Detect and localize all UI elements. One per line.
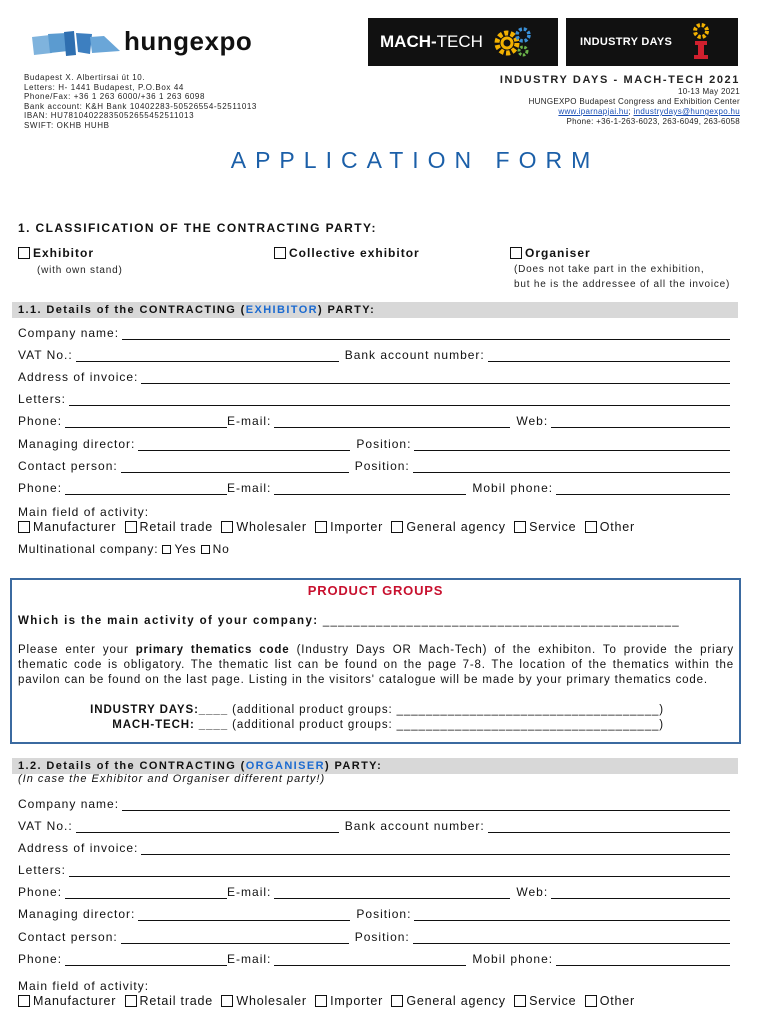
bar-text: ) PARTY: [324,760,383,772]
thematics-instructions [18,643,734,687]
activity-option-importer[interactable] [315,520,383,534]
position-field[interactable] [414,439,730,451]
address-line: Phone/Fax: +36 1 263 6000/+36 1 263 6098 [24,92,206,102]
service-checkbox[interactable] [514,521,526,533]
address-invoice-label: Address of invoice: [18,841,139,855]
activity-option-importer[interactable] [315,994,383,1008]
no-label: No [212,542,230,556]
organiser-note-line: but he is the addressee of all the invoice) [514,279,731,290]
vat-field[interactable] [76,350,339,362]
main-activity-question-text: Which is the main activity of your company: [18,615,319,627]
manufacturer-label: Manufacturer [33,520,117,534]
activity-option-other[interactable] [585,520,635,534]
position-field[interactable] [414,909,730,921]
phone-field[interactable] [65,887,227,899]
phone-label: Phone: [18,952,63,966]
organiser-section-bar [12,758,738,774]
manufacturer-checkbox[interactable] [18,521,30,533]
website-link[interactable]: www.iparnapjai.hu [558,107,629,116]
industry-days-logo-text: INDUSTRY DAYS [580,36,673,48]
email-field[interactable] [274,954,466,966]
company-name-label: Company name: [18,797,120,811]
phone-label: Phone: [18,885,63,899]
letters-label: Letters: [18,392,67,406]
additional-groups-field[interactable]: (additional product groups: ____________________________________) [228,719,665,731]
wholesaler-checkbox[interactable] [221,521,233,533]
org-director-row [18,905,730,921]
activity-options [18,994,639,1008]
managing-director-field[interactable] [138,909,350,921]
other-checkbox[interactable] [585,995,597,1007]
other-checkbox[interactable] [585,521,597,533]
organiser-note [514,262,730,292]
position-field[interactable] [413,932,730,944]
exh-phone-row [18,412,730,428]
activity-option-other[interactable] [585,994,635,1008]
collective-exhibitor-option[interactable] [274,246,420,260]
mach-tech-code-row [18,719,734,731]
organiser-label: Organiser [525,246,591,260]
address-invoice-field[interactable] [141,372,730,384]
general-agency-checkbox[interactable] [391,521,403,533]
exhibitor-section-bar [12,302,738,318]
multinational-yes-option[interactable] [162,542,196,556]
manufacturer-label: Manufacturer [33,994,117,1008]
classification-heading: 1. CLASSIFICATION OF THE CONTRACTING PARTY: [18,221,377,235]
organiser-option[interactable] [510,246,591,260]
mach-tech-logo [368,18,558,66]
manufacturer-checkbox[interactable] [18,995,30,1007]
importer-checkbox[interactable] [315,995,327,1007]
address-line: Letters: H- 1441 Budapest, P.O.Box 44 [24,82,184,92]
service-checkbox[interactable] [514,995,526,1007]
event-date: 10-13 May 2021 [677,87,740,96]
company-name-field[interactable] [122,799,730,811]
bank-account-field[interactable] [488,821,730,833]
multinational-row [18,542,230,556]
bar-text: 1.2. Details of the CONTRACTING ( [18,760,246,772]
instructions-text: (Industry Days OR Mach-Tech) of the exhibiton. To provide the priary thematic code is obligatory. The thematic list can be found on the page 7-8. The location of the thematics within the pavilon can be found on the last page. Listing in the visitors' catalogue will be made by your primary thematics code. [18,644,734,686]
org-address-row [18,839,730,855]
industry-days-code-label[interactable]: INDUSTRY DAYS:____ [90,704,228,716]
email-label: E-mail: [227,952,272,966]
retail-label: Retail trade [139,520,214,534]
bank-account-label: Bank account number: [344,819,485,833]
activity-option-manufacturer[interactable] [18,994,116,1008]
position-label: Position: [354,459,410,473]
activity-option-service[interactable] [514,520,576,534]
retail-label: Retail trade [139,994,214,1008]
activity-option-retail[interactable] [125,520,214,534]
email-label: E-mail: [227,481,272,495]
wholesaler-label: Wholesaler [236,520,307,534]
web-field[interactable] [551,416,730,428]
vat-field[interactable] [76,821,339,833]
activity-option-wholesaler[interactable] [221,994,307,1008]
yes-checkbox[interactable] [162,545,171,554]
exh-address-row [18,368,730,384]
collective-exhibitor-checkbox[interactable] [274,247,286,259]
general-agency-checkbox[interactable] [391,995,403,1007]
instructions-bold: primary thematics code [135,644,290,656]
wholesaler-checkbox[interactable] [221,995,233,1007]
no-checkbox[interactable] [201,545,210,554]
exhibitor-note: (with own stand) [37,265,123,276]
exh-director-row [18,435,730,451]
instructions-text: Please enter your [18,644,136,656]
org-letters-row [18,861,730,877]
industry-days-logo [566,18,738,66]
mobil-phone-field[interactable] [556,483,730,495]
address-invoice-label: Address of invoice: [18,370,139,384]
email-field[interactable] [274,416,510,428]
retail-checkbox[interactable] [125,995,137,1007]
company-name-field[interactable] [122,328,730,340]
industry-days-code-row [18,704,734,716]
multinational-no-option[interactable] [201,542,230,556]
product-groups-title: PRODUCT GROUPS [307,583,444,598]
managing-director-field[interactable] [138,439,350,451]
mach-tech-logo-main: MACH- [380,32,437,51]
hungexpo-address [24,73,257,131]
main-activity-field[interactable]: _______________________________________________ [318,615,680,627]
bar-highlight: EXHIBITOR [245,304,319,316]
phone-field[interactable] [65,416,227,428]
activity-option-service[interactable] [514,994,576,1008]
bank-account-field[interactable] [488,350,730,362]
position-label: Position: [354,930,410,944]
other-label: Other [599,520,635,534]
hungexpo-logo-text: hungexpo [124,26,253,56]
other-label: Other [599,994,635,1008]
activity-label: Main field of activity: [18,505,150,519]
org-contact-row [18,928,730,944]
activity-option-retail[interactable] [125,994,214,1008]
activity-option-general-agency[interactable] [391,520,505,534]
phone-field[interactable] [65,483,227,495]
org-phone2-row [18,950,730,966]
general-agency-label: General agency [406,520,506,534]
page-title: APPLICATION FORM [230,147,600,173]
general-agency-label: General agency [406,994,506,1008]
org-company-row [18,795,730,811]
service-label: Service [529,994,577,1008]
event-info [500,73,740,127]
event-title: INDUSTRY DAYS - MACH-TECH 2021 [499,74,740,86]
activity-option-manufacturer[interactable] [18,520,116,534]
company-name-label: Company name: [18,326,120,340]
org-vat-row [18,817,730,833]
email-label: E-mail: [227,885,272,899]
address-line: Bank account: K&H Bank 10402283-50526554-52511013 [24,101,257,111]
organiser-checkbox[interactable] [510,247,522,259]
exhibitor-checkbox[interactable] [18,247,30,259]
mach-tech-code-label[interactable]: MACH-TECH: ____ [112,719,228,731]
email-link[interactable]: industrydays@hungexpo.hu [633,107,740,116]
mobil-phone-label: Mobil phone: [472,481,554,495]
retail-checkbox[interactable] [125,521,137,533]
bank-account-label: Bank account number: [344,348,485,362]
position-field[interactable] [413,461,730,473]
exh-contact-row [18,457,730,473]
organiser-section-note: (In case the Exhibitor and Organiser different party!) [18,773,326,785]
address-line: Budapest X. Albertirsai út 10. [24,73,146,82]
mobil-phone-label: Mobil phone: [472,952,554,966]
web-field[interactable] [551,887,730,899]
web-label: Web: [516,885,549,899]
letters-field[interactable] [69,394,730,406]
event-phone: Phone: +36-1-263-6023, 263-6049, 263-6058 [566,117,740,126]
position-label: Position: [356,907,412,921]
activity-option-general-agency[interactable] [391,994,505,1008]
email-field[interactable] [274,887,510,899]
web-label: Web: [516,414,549,428]
industry-days-mark-icon [686,22,716,62]
importer-checkbox[interactable] [315,521,327,533]
contact-person-field[interactable] [121,461,349,473]
activity-option-wholesaler[interactable] [221,520,307,534]
additional-groups-field[interactable]: (additional product groups: ____________________________________) [228,704,665,716]
email-field[interactable] [274,483,466,495]
gears-icon [493,25,533,59]
exhibitor-option[interactable] [18,246,94,260]
main-activity-question [18,615,680,627]
managing-director-label: Managing director: [18,907,136,921]
link-separator: ; [628,107,631,116]
wholesaler-label: Wholesaler [236,994,307,1008]
mach-tech-logo-tech: TECH [436,32,483,51]
exh-letters-row [18,390,730,406]
bar-highlight: ORGANISER [245,760,325,772]
contact-person-label: Contact person: [18,459,118,473]
address-line: IBAN: HU78104022835052655452511013 [24,111,195,121]
service-label: Service [529,520,577,534]
organiser-note-line: (Does not take part in the exhibition, [514,264,705,275]
address-line: SWIFT: OKHB HUHB [24,120,110,130]
bar-text: 1.1. Details of the CONTRACTING ( [18,304,246,316]
activity-label: Main field of activity: [18,979,150,993]
address-invoice-field[interactable] [141,843,730,855]
letters-field[interactable] [69,865,730,877]
yes-label: Yes [174,542,197,556]
importer-label: Importer [330,520,384,534]
exh-phone2-row [18,479,730,495]
exh-vat-row [18,346,730,362]
contact-person-field[interactable] [121,932,349,944]
contact-person-label: Contact person: [18,930,118,944]
phone-field[interactable] [65,954,227,966]
mobil-phone-field[interactable] [556,954,730,966]
email-label: E-mail: [227,414,272,428]
phone-label: Phone: [18,481,63,495]
bar-text: ) PARTY: [318,304,376,316]
exh-company-row [18,324,730,340]
collective-exhibitor-label: Collective exhibitor [289,246,420,260]
event-venue: HUNGEXPO Budapest Congress and Exhibition Center [528,97,740,106]
vat-label: VAT No.: [18,819,73,833]
multinational-label: Multinational company: [18,542,159,556]
importer-label: Importer [330,994,384,1008]
phone-label: Phone: [18,414,63,428]
activity-options [18,520,639,534]
letters-label: Letters: [18,863,67,877]
hungexpo-logo-mark [32,31,120,57]
position-label: Position: [356,437,412,451]
vat-label: VAT No.: [18,348,73,362]
org-phone-row [18,883,730,899]
exhibitor-label: Exhibitor [33,246,95,260]
managing-director-label: Managing director: [18,437,136,451]
